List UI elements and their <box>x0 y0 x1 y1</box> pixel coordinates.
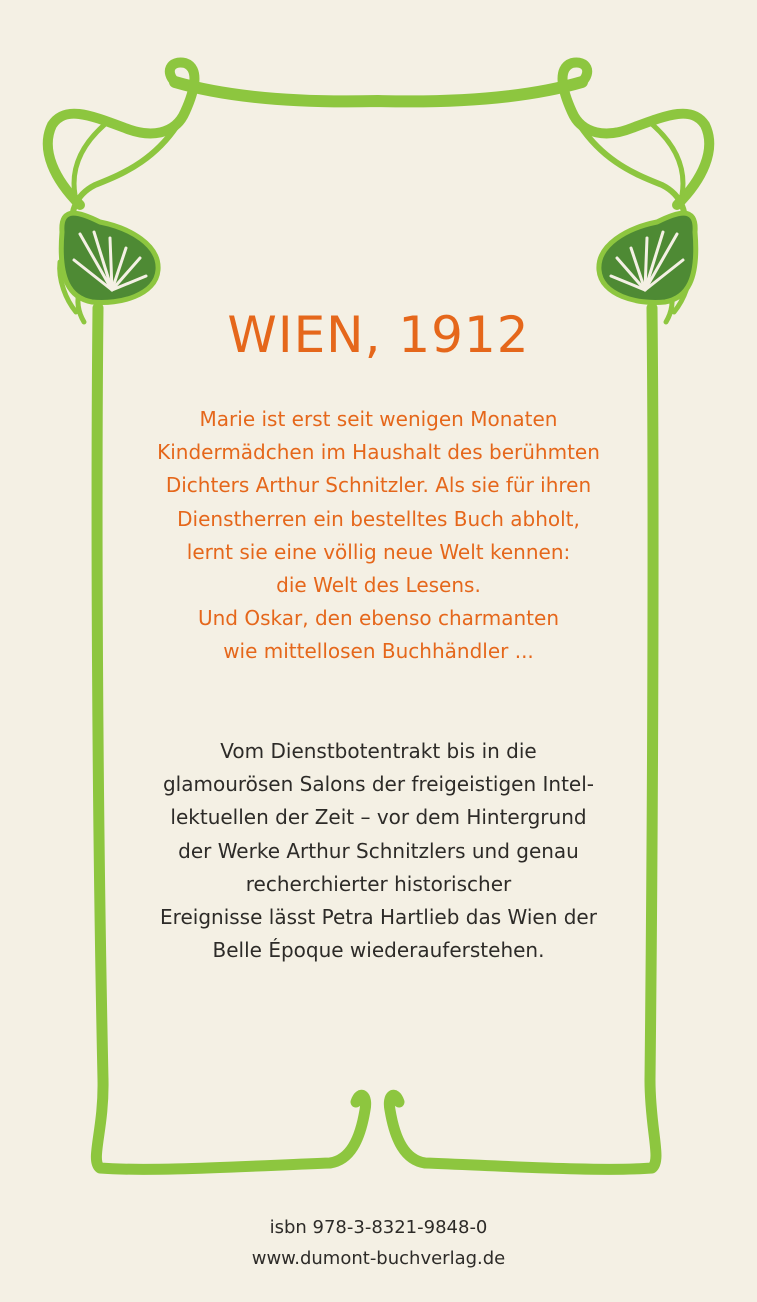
description-line: recherchierter historischer <box>245 871 512 896</box>
blurb-line: Kindermädchen im Haushalt des berühmten <box>157 440 600 465</box>
publisher-footer <box>0 1212 757 1274</box>
leaf-ornament-right <box>599 213 696 302</box>
blurb-line: Und Oskar, den ebenso charmanten <box>197 606 559 631</box>
description-line: Ereignisse lässt Petra Hartlieb das Wien der <box>160 905 597 930</box>
description-text <box>0 735 757 967</box>
book-title: WIEN, 1912 <box>227 306 530 364</box>
blurb-line: lernt sie eine völlig neue Welt kennen: <box>186 539 571 564</box>
blurb-line: wie mittellosen Buchhändler ... <box>223 639 534 664</box>
description-line: glamourösen Salons der freigeistigen Intel- <box>162 772 595 797</box>
description-line: Vom Dienstbotentrakt bis in die <box>220 739 537 763</box>
description-line: Belle Époque wiederauferstehen. <box>212 938 545 963</box>
description-line: lektuellen der Zeit – vor dem Hintergrund <box>170 805 587 830</box>
blurb-line: die Welt des Lesens. <box>276 573 481 598</box>
blurb-line: Dienstherren ein bestelltes Buch abholt, <box>177 506 580 531</box>
publisher-url: www.dumont-buchverlag.de <box>251 1248 506 1269</box>
isbn: isbn 978-3-8321-9848-0 <box>269 1217 488 1238</box>
blurb-line: Dichters Arthur Schnitzler. Als sie für ihren <box>165 473 592 498</box>
blurb-line: Marie ist erst seit wenigen Monaten <box>199 407 558 431</box>
blurb-text <box>0 403 757 669</box>
description-line: der Werke Arthur Schnitzlers und genau <box>178 838 579 863</box>
leaf-ornament-left <box>61 213 158 302</box>
